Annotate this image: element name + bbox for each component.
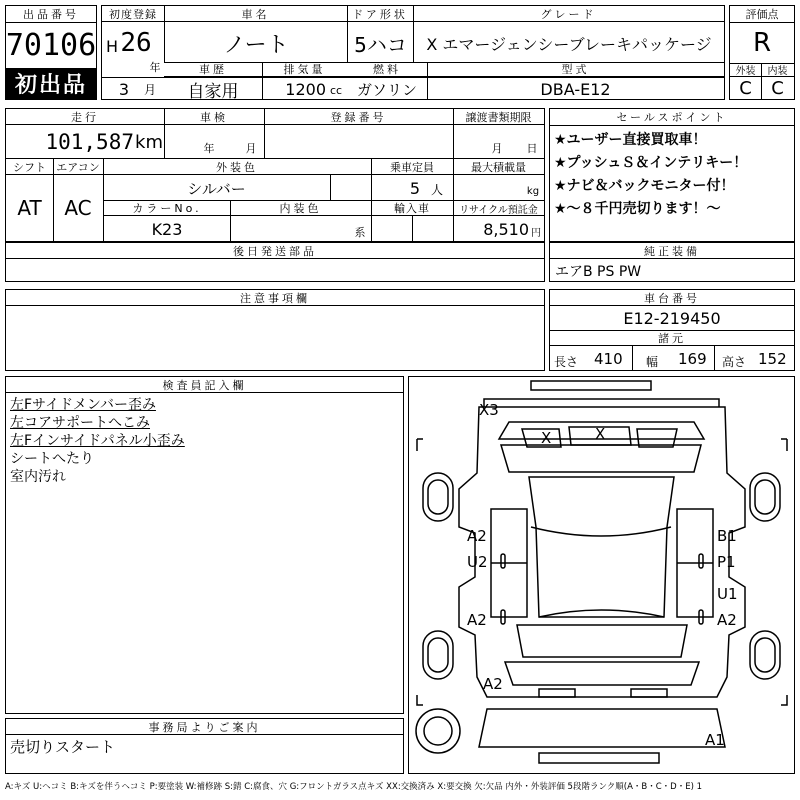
mileage-unit: km	[135, 131, 163, 153]
first-reg-month-unit: 月	[143, 82, 156, 97]
lot-label: 出品番号	[6, 6, 96, 23]
chassis-value: E12-219450	[623, 308, 721, 328]
capacity-unit: 人	[430, 182, 443, 197]
mark-u2-left: U2	[467, 553, 488, 571]
door-label: ドア形状	[347, 6, 413, 22]
grade-value: X エマージェンシーブレーキパッケージ	[426, 34, 712, 54]
score-ext-label: 外装	[730, 63, 761, 77]
specs-length: 410	[594, 350, 623, 368]
mark-a2-right: A2	[717, 611, 737, 629]
parts-later-label: 後日発送部品	[6, 243, 544, 259]
model-value: DBA-E12	[540, 79, 611, 99]
transfer-date-label: 譲渡書類期限	[453, 109, 544, 125]
sales-point-item: ★～８千円売切ります！～	[554, 201, 721, 217]
mark-x-left: X	[541, 429, 552, 447]
shift-label: シフト	[6, 159, 53, 175]
mark-u1-right: U1	[717, 585, 738, 603]
inspector-box	[5, 376, 404, 714]
equipment-box	[549, 242, 795, 282]
mark-b1-right: B1	[717, 527, 737, 545]
first-reg-year-unit: 年	[149, 61, 161, 74]
first-reg-label: 初度登録	[102, 6, 164, 22]
recycle-value: 8,510	[483, 219, 529, 239]
history-label: 車歴	[164, 62, 262, 77]
specs-height: 152	[758, 350, 787, 368]
model-label: 型式	[427, 62, 724, 77]
car-diagram	[408, 376, 795, 774]
exterior-color-label: 外装色	[103, 159, 371, 175]
sales-point-item: ★ナビ＆バックモニター付！	[554, 178, 735, 194]
mileage-value: 101,587	[45, 130, 134, 154]
mark-p1-right: P1	[717, 553, 736, 571]
transfer-month-unit: 月	[491, 142, 503, 155]
interior-color-label: 内装色	[230, 201, 371, 216]
cautions-label: 注意事項欄	[6, 290, 544, 306]
specs-length-label: 長さ	[554, 355, 579, 369]
mileage-label: 走行	[6, 109, 164, 125]
max-load-unit: kg	[526, 185, 540, 197]
first-reg-era: H	[105, 36, 119, 56]
mark-x-center: X	[595, 425, 606, 443]
chassis-label: 車台番号	[550, 290, 794, 306]
sales-points-box	[549, 108, 795, 242]
sales-points-label: セールスポイント	[550, 109, 794, 126]
lot-number: 70106	[5, 27, 97, 63]
sales-point-item: ★プッシュＳ＆インテリキー！	[554, 155, 748, 171]
lot-box	[5, 5, 97, 100]
inspection-label: 車検	[164, 109, 264, 125]
inspector-note: 左コアサポートへこみ	[10, 415, 150, 431]
inspector-note: 室内汚れ	[10, 469, 66, 485]
exterior-color-value: シルバー	[187, 179, 246, 198]
office-box	[5, 718, 404, 774]
fuel-label: 燃料	[347, 62, 427, 77]
capacity-value: 5	[409, 178, 420, 198]
import-label: 輸入車	[371, 201, 453, 216]
aircon-label: エアコン	[53, 159, 103, 175]
cautions-box	[5, 289, 545, 371]
max-load-label: 最大積載量	[453, 159, 544, 175]
car-name-label: 車名	[164, 6, 347, 22]
inspection-year-unit: 年	[203, 142, 215, 155]
inspector-note: シートへたり	[10, 451, 94, 467]
recycle-unit: 円	[531, 227, 541, 239]
history-value: 自家用	[187, 81, 239, 102]
aircon-value: AC	[64, 195, 92, 220]
score-box	[729, 5, 795, 100]
score-ext-value: C	[739, 77, 752, 99]
transfer-day-unit: 日	[526, 142, 538, 155]
inspector-label: 検査員記入欄	[6, 377, 403, 393]
mark-a2-rear-left: A2	[483, 675, 503, 693]
office-label: 事務局よりご案内	[6, 719, 403, 735]
first-reg-year: 26	[120, 28, 152, 58]
first-listing-badge: 初出品	[6, 68, 96, 99]
score-int-label: 内装	[761, 63, 794, 77]
displacement-value: 1200	[285, 79, 326, 99]
office-value: 売切りスタート	[10, 738, 116, 756]
specs-height-label: 高さ	[722, 355, 747, 369]
door-value: 5ハコ	[354, 32, 407, 57]
mark-a2-left-rear: A2	[467, 611, 487, 629]
inspector-note: 左Fサイドメンバー歪み	[10, 397, 156, 413]
fuel-value: ガソリン	[356, 80, 417, 99]
inspection-month-unit: 月	[245, 142, 257, 155]
recycle-label: リサイクル預託金	[453, 201, 544, 216]
car-name-value: ノート	[223, 32, 289, 58]
legend-text: A:キズ U:ヘコミ B:キズを伴うヘコミ P:要塗装 W:補修跡 S:錆 C:腐食、穴 G:フロントガラス点キズ XX:交換済み X:要交換 欠:欠品 内外・外装評価 5段階ランク順(A・B・C・D・E) 1	[5, 782, 703, 792]
displacement-unit: cc	[329, 83, 343, 97]
shift-value: AT	[17, 195, 42, 220]
chassis-box	[549, 289, 795, 371]
specs-label: 諸元	[550, 330, 794, 346]
equipment-label: 純正装備	[550, 243, 794, 259]
reg-no-label: 登録番号	[264, 109, 453, 125]
mark-a2-left-front: A2	[467, 527, 487, 545]
specs-width: 169	[678, 350, 707, 368]
inspector-note: 左Fインサイドパネル小歪み	[10, 433, 185, 449]
score-value: R	[752, 28, 772, 58]
mark-x3: X3	[479, 401, 499, 419]
displacement-label: 排気量	[262, 62, 347, 77]
first-reg-month: 3	[118, 79, 130, 99]
color-no-value: K23	[151, 219, 183, 239]
equipment-value: エアB PS PW	[555, 264, 642, 280]
capacity-label: 乗車定員	[371, 159, 453, 175]
grade-label: グレード	[413, 6, 724, 22]
mark-a1-bumper: A1	[705, 731, 725, 749]
sales-point-item: ★ユーザー直接買取車！	[554, 132, 707, 148]
parts-later-box	[5, 242, 545, 282]
specs-width-label: 幅	[646, 355, 659, 369]
color-no-label: カラーNo.	[104, 201, 230, 216]
interior-color-unit: 系	[354, 226, 366, 239]
score-int-value: C	[771, 77, 784, 99]
score-label: 評価点	[730, 6, 794, 23]
